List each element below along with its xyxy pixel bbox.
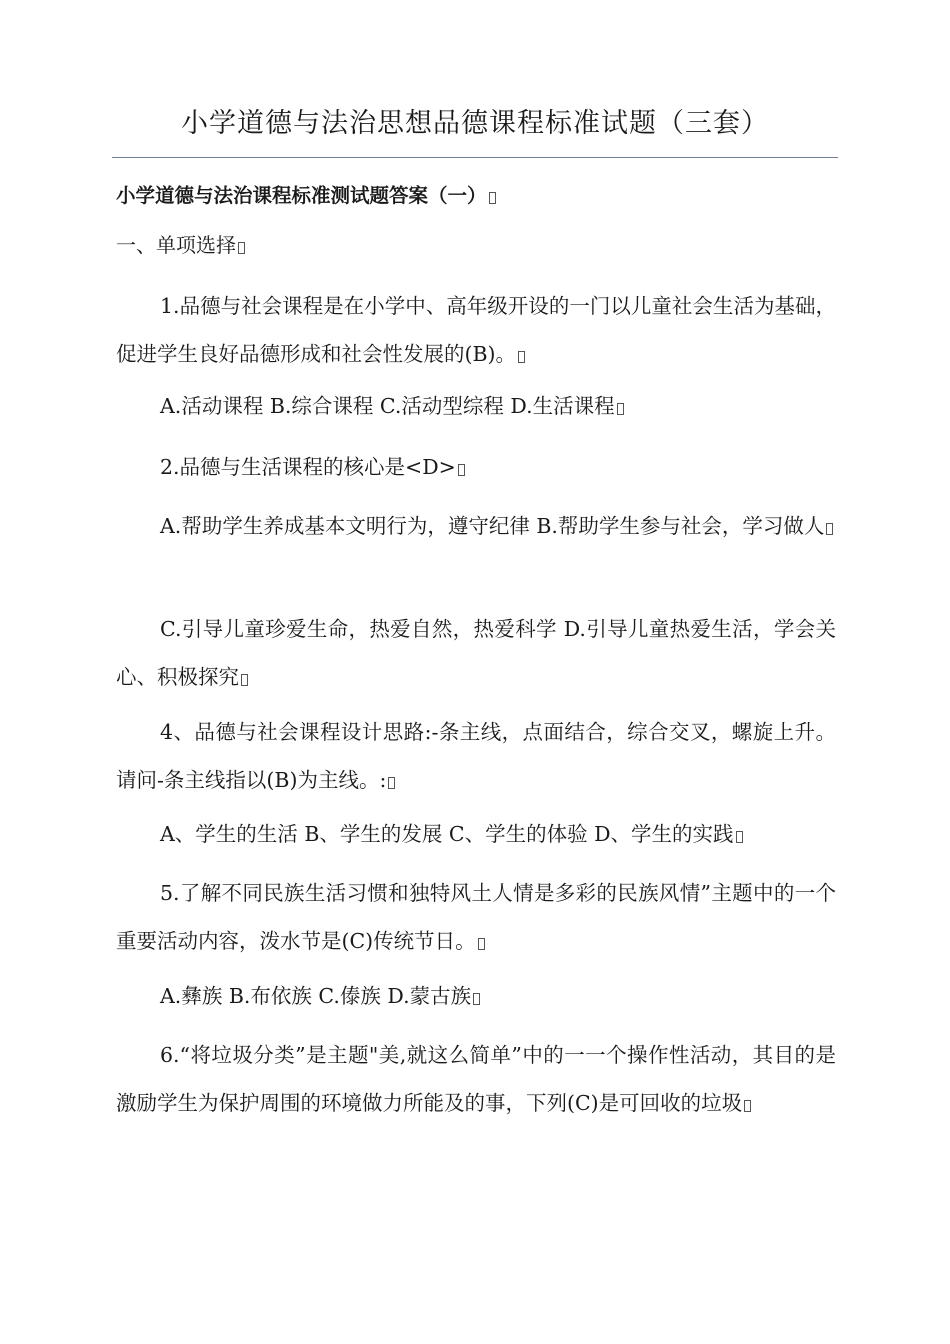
answer-set-heading-text: 小学道德与法治课程标准测试题答案（一） [116,184,487,207]
question-4 [116,708,836,804]
question-2-options-ab-text: A.帮助学生养成基本文明行为，遵守纪律 B.帮助学生参与社会，学习做人 [160,514,825,538]
paragraph-mark-icon [241,674,248,686]
paragraph-mark-icon [238,242,245,254]
question-1 [116,282,836,378]
question-6-text: 6.“将垃圾分类”是主题"美,就这么简单”中的一一个操作性活动，其目的是激励学生为保护周围的环境做力所能及的事，下列(C)是可回收的垃圾 [116,1043,836,1115]
question-6 [116,1031,836,1127]
paragraph-mark-icon [458,464,465,476]
paragraph-mark-icon [736,831,743,843]
question-5 [116,869,836,965]
question-4-text: 4、品德与社会课程设计思路:-条主线，点面结合，综合交叉，螺旋上升。请问-条主线指以(B)为主线。: [116,720,836,792]
question-2-options-ab [116,502,836,550]
question-5-options-text: A.彝族 B.布依族 C.傣族 D.蒙古族 [160,984,472,1008]
section-heading-text: 一、单项选择 [116,233,236,257]
paragraph-mark-icon [744,1100,751,1112]
question-4-options-text: A、学生的生活 B、学生的发展 C、学生的体验 D、学生的实践 [160,822,734,846]
question-2-options-cd [116,605,836,701]
question-2-options-cd-text: C.引导儿童珍爱生命，热爱自然，热爱科学 D.引导儿童热爱生活，学会关心、积极探究 [116,617,836,689]
paragraph-mark-icon [826,523,833,535]
question-1-options-text: A.活动课程 B.综合课程 C.活动型综程 D.生活课程 [160,394,615,418]
document-title: 小学道德与法治思想品德课程标准试题（三套） [181,108,769,139]
paragraph-mark-icon [617,403,624,415]
answer-set-heading [116,181,496,211]
title-divider [112,157,838,158]
paragraph-mark-icon [473,993,480,1005]
paragraph-mark-icon [489,192,496,204]
question-4-options [116,810,836,858]
paragraph-mark-icon [518,351,525,363]
question-2 [116,443,836,491]
question-5-text: 5.了解不同民族生活习惯和独特风土人情是多彩的民族风情”主题中的一个重要活动内容，泼水节是(C)传统节日。 [116,881,836,953]
question-5-options [116,972,836,1020]
paragraph-mark-icon [388,777,395,789]
section-heading [116,230,245,260]
paragraph-mark-icon [478,938,485,950]
question-1-text: 1.品德与社会课程是在小学中、高年级开设的一门以儿童社会生活为基础，促进学生良好品德形成和社会性发展的(B)。 [116,294,836,366]
question-1-options [116,382,836,430]
question-2-text: 2.品德与生活课程的核心是<D> [160,455,456,479]
